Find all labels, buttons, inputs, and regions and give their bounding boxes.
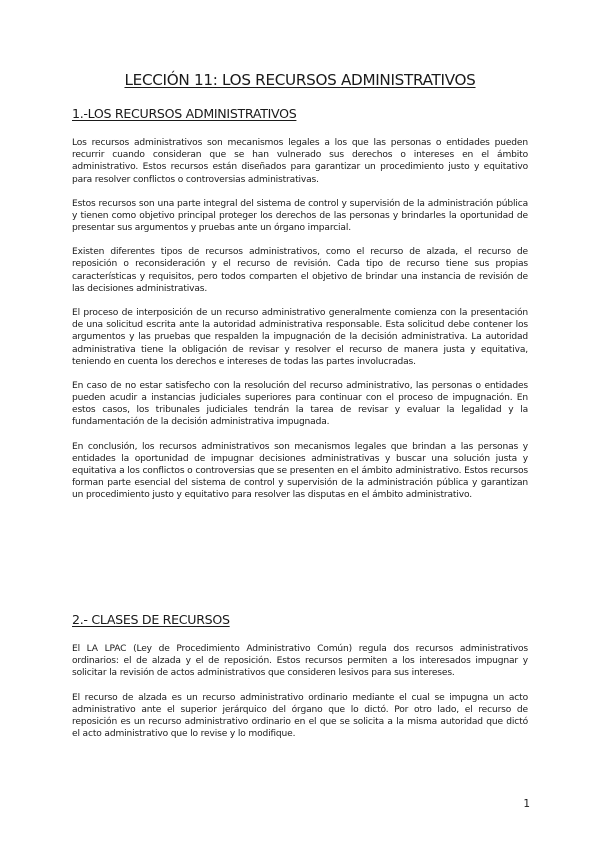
section-body xyxy=(72,137,528,513)
paragraph: Estos recursos son una parte integral del sistema de control y supervisión de la administración pública y tienen como objetivo principal proteger los derechos de las personas y brindarles la oportunidad de presentar sus argumentos y pruebas ante un órgano imparcial. xyxy=(72,198,528,234)
paragraph: En caso de no estar satisfecho con la resolución del recurso administrativo, las personas o entidades pueden acudir a instancias judiciales superiores para continuar con el proceso de impugnación. En estos casos, los tribunales judiciales tendrán la tarea de revisar y evaluar la legalidad y la fundamentación de la decisión administrativa impugnada. xyxy=(72,380,528,428)
section-heading: 1.-LOS RECURSOS ADMINISTRATIVOS xyxy=(72,106,297,121)
paragraph: El recurso de alzada es un recurso administrativo ordinario mediante el cual se impugna un acto administrativo ante el superior jerárquico del órgano que lo dictó. Por otro lado, el recurso de reposición es un recurso administrativo ordinario en el que se solicita a la misma autoridad que dictó el acto administrativo que lo revise y lo modifique. xyxy=(72,692,528,740)
paragraph: El proceso de interposición de un recurso administrativo generalmente comienza con la presentación de una solicitud escrita ante la autoridad administrativa responsable. Esta solicitud debe contener los argumentos y las pruebas que respalden la impugnación de la decisión administrativa. La autoridad administrativa tiene la obligación de revisar y resolver el recurso de manera justa y equitativa, teniendo en cuenta los derechos e intereses de todas las partes involucradas. xyxy=(72,307,528,367)
page-title: LECCIÓN 11: LOS RECURSOS ADMINISTRATIVOS xyxy=(124,71,476,89)
page-number: 1 xyxy=(523,798,530,810)
section-heading: 2.- CLASES DE RECURSOS xyxy=(72,612,230,627)
paragraph: En conclusión, los recursos administrativos son mecanismos legales que brindan a las personas y entidades la oportunidad de impugnar decisiones administrativas y buscar una solución justa y equitativa a los conflictos o controversias que se presenten en el ámbito administrativo. Estos recursos forman parte esencial del sistema de control y supervisión de la administración pública y garantizan un procedimiento justo y equitativo para resolver las disputas en el ámbito administrativo. xyxy=(72,441,528,501)
paragraph: Los recursos administrativos son mecanismos legales a los que las personas o entidades pueden recurrir cuando consideran que se han vulnerado sus derechos o intereses en el ámbito administrativo. Estos recursos están diseñados para garantizar un procedimiento justo y equitativo para resolver conflictos o controversias administrativas. xyxy=(72,138,528,185)
document-page xyxy=(72,0,528,848)
section-body xyxy=(72,643,528,752)
paragraph: Existen diferentes tipos de recursos administrativos, como el recurso de alzada, el recurso de reposición o reconsideración y el recurso de revisión. Cada tipo de recurso tiene sus propias características y requisitos, pero todos comparten el objetivo de brindar una instancia de revisión de las decisiones administrativas. xyxy=(72,247,528,294)
paragraph: El LA LPAC (Ley de Procedimiento Administrativo Común) regula dos recursos administrativos ordinarios: el de alzada y el de reposición. Estos recursos permiten a los interesados impugnar y solicitar la revisión de actos administrativos que consideren lesivos para sus intereses. xyxy=(72,644,528,679)
